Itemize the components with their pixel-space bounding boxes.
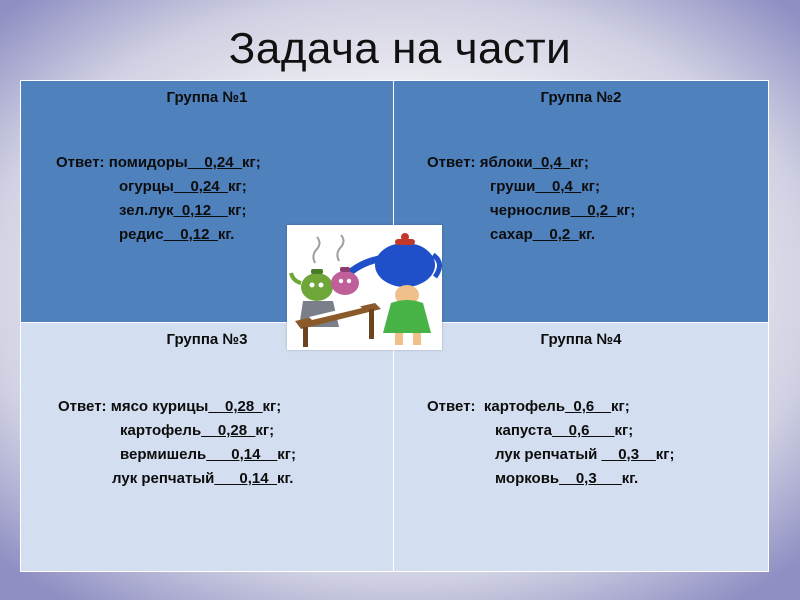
item-name: сахар (490, 226, 533, 243)
item-value: 0,4 (540, 154, 562, 171)
item-unit: кг; (277, 446, 296, 463)
group-2-item-4: сахар__0,2_кг. (490, 226, 596, 243)
item-name: морковь (495, 470, 560, 487)
item-unit: кг; (262, 398, 282, 415)
group-3-item-3: вермишель___0,14__кг; (120, 446, 296, 463)
item-name: картофель (483, 398, 566, 415)
item-value: 0,12 (180, 226, 210, 243)
group-2-item-2: груши__0,4_кг; (490, 178, 600, 195)
group-2-item-3: чернослив__0,2_кг; (490, 202, 636, 219)
item-value: 0,24 (204, 154, 234, 171)
group-4-item-4: морковь__0,3___кг. (495, 470, 639, 487)
item-value: 0,3 (575, 470, 597, 487)
item-value: 0,6 (568, 422, 590, 439)
item-unit: кг. (578, 226, 596, 243)
item-name: капуста (495, 422, 552, 439)
item-name: огурцы (119, 178, 174, 195)
item-unit: кг; (228, 178, 247, 195)
item-value: 0,3 (618, 446, 640, 463)
group-4-cell (394, 323, 768, 571)
group-3-item-2: картофель__0,28_кг; (120, 422, 275, 439)
group-1-item-1: Ответ: помидоры__0,24_кг; (56, 154, 261, 171)
group-3-cell (21, 323, 394, 571)
answer-label: Ответ: (427, 398, 476, 415)
item-name: лук репчатый (495, 446, 602, 463)
group-4-heading: Группа №4 (540, 331, 622, 348)
item-name: груши (490, 178, 536, 195)
item-name: чернослив (490, 202, 571, 219)
item-name: зел.лук (119, 202, 174, 219)
item-unit: кг; (255, 422, 275, 439)
item-value: 0,6 (573, 398, 595, 415)
item-unit: кг. (276, 470, 294, 487)
item-unit: кг; (570, 154, 589, 171)
item-unit: кг; (610, 398, 630, 415)
teapots-illustration (287, 225, 442, 350)
item-value: 0,28 (217, 422, 248, 439)
group-4-item-2: капуста__0,6___кг; (495, 422, 634, 439)
item-value: 0,24 (190, 178, 220, 195)
item-name: яблоки (479, 154, 533, 171)
group-1-item-3: зел.лук_0,12__кг; (119, 202, 247, 219)
item-unit: кг; (614, 422, 634, 439)
item-unit: кг; (241, 154, 261, 171)
item-value: 0,2 (549, 226, 571, 243)
item-value: 0,4 (551, 178, 573, 195)
item-name: мясо курицы (110, 398, 209, 415)
answer-label: Ответ: (427, 154, 476, 171)
item-value: 0,14 (239, 470, 269, 487)
teapots-at-desk-clipart-icon (287, 225, 442, 350)
item-name: помидоры (108, 154, 188, 171)
item-unit: кг; (227, 202, 247, 219)
group-2-cell (394, 81, 768, 323)
item-unit: кг; (616, 202, 636, 219)
item-name: вермишель (120, 446, 207, 463)
answer-label: Ответ: (56, 154, 105, 171)
item-unit: кг. (621, 470, 639, 487)
item-unit: кг; (655, 446, 675, 463)
group-3-item-1: Ответ: мясо курицы__0,28_кг; (58, 398, 282, 415)
answer-label: Ответ: (58, 398, 107, 415)
item-value: 0,14 (231, 446, 261, 463)
group-4-item-1: Ответ: картофель_0,6__кг; (427, 398, 630, 415)
group-1-item-4: редис__0,12_кг. (119, 226, 235, 243)
item-unit: кг. (217, 226, 235, 243)
item-value: 0,12 (181, 202, 212, 219)
group-2-heading: Группа №2 (540, 89, 622, 106)
group-3-heading: Группа №3 (166, 331, 248, 348)
group-1-heading: Группа №1 (166, 89, 248, 106)
group-2-item-1: Ответ: яблоки_0,4_кг; (427, 154, 589, 171)
item-value: 0,2 (587, 202, 609, 219)
item-value: 0,28 (225, 398, 255, 415)
item-name: лук репчатый (112, 470, 215, 487)
group-3-item-4: лук репчатый___0,14_кг. (112, 470, 294, 487)
group-4-item-3: лук репчатый __0,3__кг; (495, 446, 675, 463)
item-unit: кг; (581, 178, 600, 195)
group-1-item-2: огурцы__0,24_кг; (119, 178, 247, 195)
item-name: картофель (120, 422, 202, 439)
item-name: редис (119, 226, 164, 243)
slide-title: Задача на части (228, 24, 572, 73)
